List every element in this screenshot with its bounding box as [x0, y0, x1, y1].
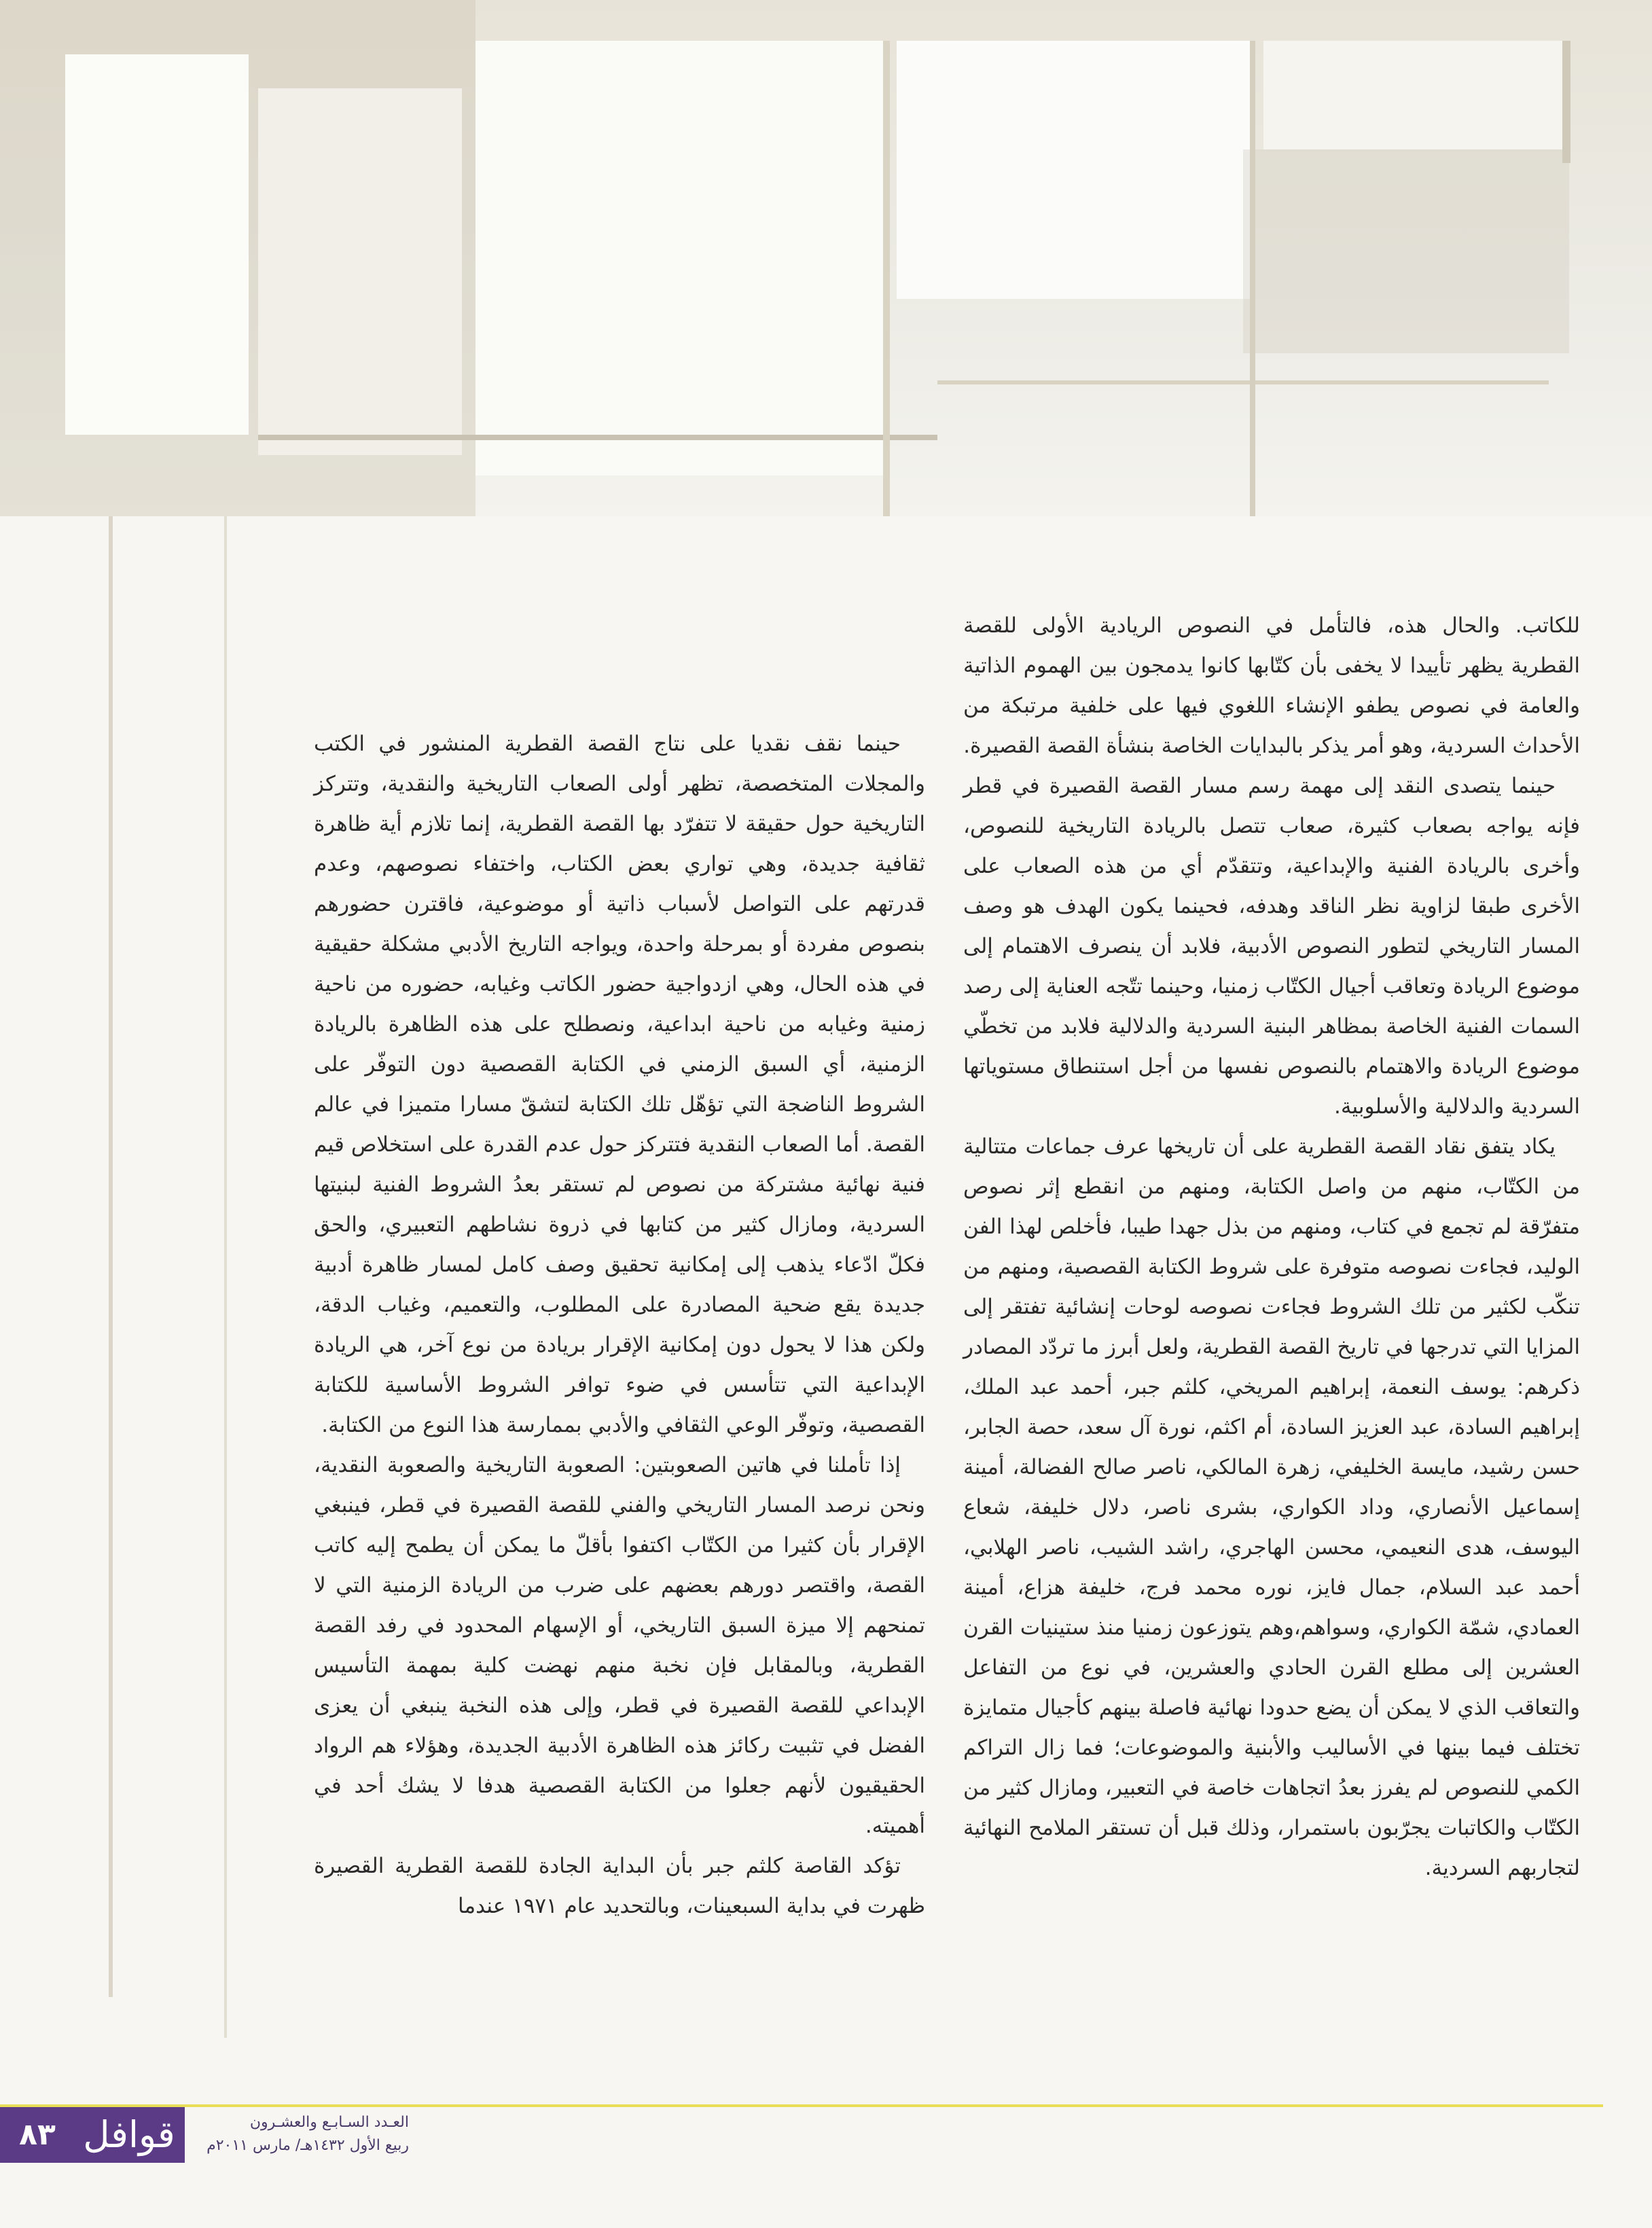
magazine-logo: قوافل — [83, 2113, 175, 2156]
frame-line — [109, 516, 113, 1997]
photo-beam — [937, 380, 1549, 384]
photo-beam — [258, 435, 937, 440]
article-column-left — [314, 724, 925, 1926]
footer-rule — [0, 2104, 1603, 2107]
paragraph: للكاتب. والحال هذه، فالتأمل في النصوص الريادية الأولى للقصة القطرية يظهر تأييدا لا يخفى بأن كتّابها كانوا يدمجون بين الهموم الذاتية والعامة في نصوص يطفو الإنشاء اللغوي فيها على خلفية مرتبكة من الأحداث السردية، وهو أمر يذكر بالبدايات الخاصة بنشأة القصة القصيرة. — [963, 613, 1580, 758]
paragraph: حينما يتصدى النقد إلى مهمة رسم مسار القصة القصيرة في قطر فإنه يواجه بصعاب كثيرة، صعاب تتصل بالريادة التاريخية للنصوص، وأخرى بالريادة الفنية والإبداعية، وتتقدّم أي من هذه الصعاب على الأخرى طبقا لزاوية نظر الناقد وهدفه، فحينما يكون الهدف هو وصف المسار التاريخي لتطور النصوص الأدبية، فلابد أن ينصرف الاهتمام إلى موضوع الريادة وتعاقب أجيال الكتّاب زمنيا، وحينما تتّجه العناية إلى رصد السمات الفنية الخاصة بمظاهر البنية السردية والدلالية فلابد من تخطّي موضوع الريادة والاهتمام بالنصوص نفسها من أجل استنطاق مستوياتها السردية والدلالية والأسلوبية. — [963, 774, 1580, 1119]
photo-wall — [1263, 41, 1562, 149]
header-photo — [0, 0, 1652, 516]
paragraph: تؤكد القاصة كلثم جبر بأن البداية الجادة للقصة القطرية القصيرة ظهرت في بداية السبعينات، وبالتحديد عام ١٩٧١ عندما — [314, 1854, 925, 1918]
frame-line — [224, 516, 227, 2038]
page-number: ٨٣ — [19, 2117, 56, 2152]
issue-date: ربيع الأول ١٤٣٢هـ/ مارس ٢٠١١م — [206, 2137, 409, 2154]
paragraph: يكاد يتفق نقاد القصة القطرية على أن تاريخها عرف جماعات متتالية من الكتّاب، منهم من واصل الكتابة، ومنهم من انقطع إثر نصوص متفرّقة لم تجمع في كتاب، ومنهم من بذل جهدا طيبا، فأخلص لهذا الفن الوليد، فجاءت نصوصه متوفرة على شروط الكتابة القصصية، ومنهم من تنكّب لكثير من تلك الشروط فجاءت نصوصه لوحات إنشائية تفتقر إلى المزايا التي تدرجها في تاريخ القصة القطرية، ولعل أبرز ما تردّد المصادر ذكرهم: يوسف النعمة، إبراهيم المريخي، كلثم جبر، أحمد عبد الملك، إبراهيم السادة، عبد العزيز السادة، أم اكثم، نورة آل سعد، حصة الجابر، حسن رشيد، مايسة الخليفي، زهرة المالكي، ناصر صالح الفضالة، أمينة إسماعيل الأنصاري، وداد الكواري، بشرى ناصر، دلال خليفة، شعاع اليوسف، هدى النعيمي، محسن الهاجري، راشد الشيب، ناصر الهلابي، أحمد عبد السلام، جمال فايز، نوره محمد فرج، خليفة هزاع، أمينة العمادي، شمّة الكواري، وسواهم،وهم يتوزعون زمنيا منذ ستينيات القرن العشرين إلى مطلع القرن الحادي والعشرين، في نوع من التفاعل والتعاقب الذي لا يمكن أن يضع حدودا نهائية فاصلة بينهم كأجيال متمايزة تختلف فيما بينها في الأساليب والأبنية والموضوعات؛ فما زال التراكم الكمي للنصوص لم يفرز بعدُ اتجاهات خاصة في التعبير، ومازال كثير من الكتّاب والكاتبات يجرّبون باستمرار، وذلك قبل أن تستقر الملامح النهائية لتجاربهم السردية. — [963, 1134, 1580, 1880]
issue-number: العـدد السـابـع والعشـرون — [249, 2114, 409, 2131]
photo-beam — [1562, 41, 1570, 163]
paragraph: إذا تأملنا في هاتين الصعوبتين: الصعوبة التاريخية والصعوبة النقدية، ونحن نرصد المسار التاريخي والفني للقصة القصيرة في قطر، فينبغي الإقرار بأن كثيرا من الكتّاب اكتفوا بأقلّ ما يمكن أن يطمح إليه كاتب القصة، واقتصر دورهم بعضهم على ضرب من الريادة الزمنية التي لا تمنحهم إلا ميزة السبق التاريخي، أو الإسهام المحدود في رفد القصة القطرية، وبالمقابل فإن نخبة منهم نهضت كلية بمهمة التأسيس الإبداعي للقصة القصيرة في قطر، وإلى هذه النخبة ينبغي أن يعزى الفضل في تثبيت ركائز هذه الظاهرة الأدبية الجديدة، وهؤلاء هم الرواد الحقيقيون لأنهم جعلوا من الكتابة القصصية هدفا لا يشك أحد في أهميته. — [314, 1453, 925, 1838]
photo-wall — [258, 88, 462, 455]
photo-beam — [883, 41, 890, 516]
photo-wall — [475, 41, 883, 475]
paragraph: حينما نقف نقديا على نتاج القصة القطرية المنشور في الكتب والمجلات المتخصصة، تظهر أولى الصعاب التاريخية والنقدية، وتتركز التاريخية حول حقيقة لا تتفرّد بها القصة القطرية، إنما تلازم أية ظاهرة ثقافية جديدة، وهي تواري بعض الكتاب، واختفاء نصوصهم، وعدم قدرتهم على التواصل لأسباب ذاتية أو موضوعية، فاقترن حضورهم بنصوص مفردة أو بمرحلة واحدة، ويواجه التاريخ الأدبي مشكلة حقيقية في هذه الحال، وهي ازدواجية حضور الكاتب وغيابه، حضوره من ناحية زمنية وغيابه من ناحية ابداعية، ونصطلح على هذه الظاهرة بالريادة الزمنية، أي السبق الزمني في الكتابة القصصية دون التوفّر على الشروط الناضجة التي تؤهّل تلك الكتابة لتشقّ مسارا متميزا في عالم القصة. أما الصعاب النقدية فتتركز حول عدم القدرة على استخلاص قيم فنية نهائية مشتركة من نصوص لم تستقر بعدُ الشروط الفنية لبنيتها السردية، ومازال كثير من كتابها في ذروة نشاطهم التعبيري، والحق فكلّ ادّعاء يذهب إلى إمكانية تحقيق وصف كامل لمسار ظاهرة أدبية جديدة يقع ضحية المصادرة على المطلوب، والتعميم، وغياب الدقة، ولكن هذا لا يحول دون إمكانية الإقرار بريادة من نوع آخر، هي الريادة الإبداعية التي تتأسس في ضوء توافر الشروط الأساسية للكتابة القصصية، وتوفّر الوعي الثقافي والأدبي بممارسة هذا النوع من الكتابة. — [314, 732, 925, 1437]
photo-wall — [897, 41, 1250, 299]
issue-info — [185, 2111, 409, 2157]
photo-wall — [65, 54, 249, 435]
photo-shadow — [1243, 149, 1569, 353]
article-column-right — [963, 606, 1580, 1888]
photo-beam — [1250, 41, 1255, 516]
